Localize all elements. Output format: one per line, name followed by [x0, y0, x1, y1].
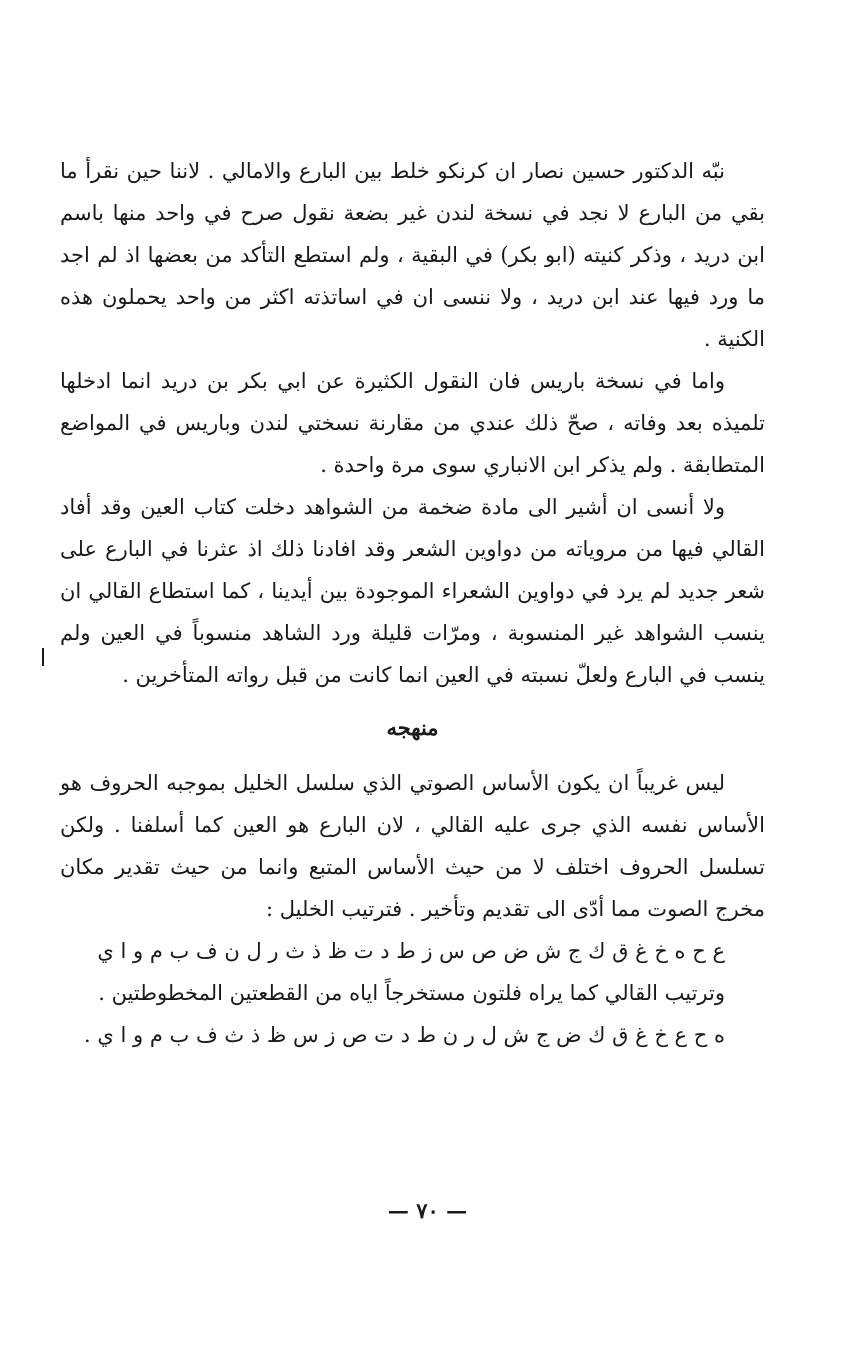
paragraph-paris-copy: واما في نسخة باريس فان النقول الكثيرة عن ابي بكر بن دريد انما ادخلها تلميذه بعد وفاته ، صحّ ذلك عندي من مقارنة نسختي لندن وباريس في المواضع المتطابقة . ولم يذكر ابن الانباري سوى مرة واحدة .: [60, 369, 765, 477]
section-heading: منهجه: [386, 715, 439, 740]
paragraph-nassar-note: نبّه الدكتور حسين نصار ان كرنكو خلط بين البارع والامالي . لاننا حين نقرأ ما بقي من البارع لا نجد في نسخة لندن غير بضعة نقول صرح في واحد منها باسم ابن دريد ، وذكر كنيته (ابو بكر) في البقية ، ولم استطع التأكد من بعضها اذ لم اجد ما ورد فيها عند ابن دريد ، ولا ننسى ان في اساتذته اكثر من واحد يحملون هذه الكنية .: [60, 159, 765, 351]
letter-order-qali: ه ح ع خ غ ق ك ض ج ش ل ر ن ط د ت ص ز س ظ ذ ث ف ب م و ا ي .: [84, 1023, 725, 1047]
paragraph-qali-order-intro: وترتيب القالي كما يراه فلتون مستخرجاً اياه من القطعتين المخطوطتين .: [98, 981, 725, 1005]
body-text: [60, 150, 765, 1056]
page-number: — ٧٠ —: [387, 1198, 468, 1223]
margin-mark: [42, 648, 44, 666]
paragraph-witnesses: ولا أنسى ان أشير الى مادة ضخمة من الشواهد دخلت كتاب العين وقد أفاد القالي فيها من مروياته من دواوين الشعر وقد افادنا ذلك اذ عثرنا في البارع على شعر جديد لم يرد في دواوين الشعراء الموجودة بين أيدينا ، كما استطاع القالي ان ينسب الشواهد غير المنسوبة ، ومرّات قليلة ورد الشاهد منسوباً في العين ولم ينسب في البارع ولعلّ نسبته في العين انما كانت من قبل رواته المتأخرين .: [60, 495, 765, 687]
paragraph-method: ليس غريباً ان يكون الأساس الصوتي الذي سلسل الخليل بموجبه الحروف هو الأساس نفسه الذي جرى عليه القالي ، لان البارع هو العين كما أسلفنا . ولكن تسلسل الحروف اختلف لا من حيث الأساس المتبع وانما من حيث تقدير مكان مخرج الصوت مما أدّى الى تقديم وتأخير . فترتيب الخليل :: [60, 771, 765, 921]
letter-order-khalil: ع ح ه خ غ ق ك ج ش ض ص س ز ط د ت ظ ذ ث ر ل ن ف ب م و ا ي: [97, 939, 725, 963]
